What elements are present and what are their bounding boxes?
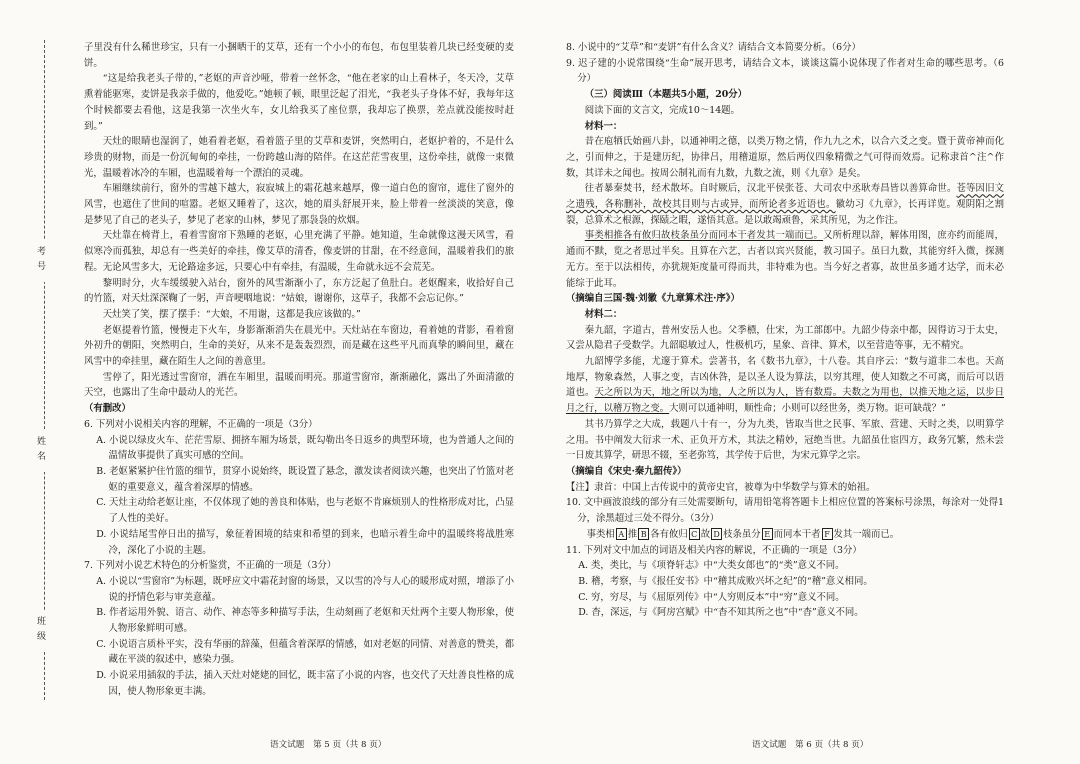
wavy-underlined-text: 苍等因旧文之遗残，各称删补，故校其目则与古或异，而所论者多近语也。: [566, 183, 1004, 211]
sentence-segment: 各有攸归: [650, 528, 688, 540]
answer-box-f[interactable]: F: [822, 528, 833, 540]
story-paragraph: 雪停了，阳光透过雪窗帘，洒在车厢里，温暖而明亮。那道雪窗帘，渐渐融化，露出了外面清澈的天空，也露出了生命中最动人的光芒。: [84, 371, 514, 399]
story-paragraph: 老妪提着竹篮，慢慢走下火车，身影渐渐消失在晨光中。天灶站在车窗边，看着她的背影，看着窗外初升的朝阳，突然明白，生命的美好，从来不是轰轰烈烈，而是藏在这些平凡而真挚的瞬间里，藏在风雪中的牵挂里，藏在陌生人之间的善意里。: [84, 324, 514, 368]
story-paragraph: 天灶靠在椅背上，看着雪窗帘下熟睡的老妪，心里充满了平静。她知道，生命就像这漫天风雪，看似寒冷而孤独，却总有一些美好的牵挂，像艾草的清香，像麦饼的甘甜，在不经意间，温暖着我们的旅程。无论风雪多大，无论路途多远，只要心中有牵挂，有温暖，生命就永远不会荒芜。: [84, 230, 514, 273]
question-7-option-a: A. 小说以“雪窗帘”为标题，既呼应文中霜花封窗的场景，又以雪的冷与人心的暖形成对照，增添了小说的抒情色彩与审美意蕴。: [96, 575, 514, 603]
question-7-option-d: D. 小说采用插叙的手法，插入天灶对姥姥的回忆，既丰富了小说的内容，也交代了天灶善良性格的成因，使人物形象更丰满。: [96, 670, 514, 697]
sentence-segment: 而同本干者: [773, 528, 821, 540]
class-label: 班级: [34, 610, 47, 652]
material-2-paragraph: 其书乃算学之大成，载题八十有一，分为九类，皆取当世之民事、军旅、营建、天时之类，以明算学之用。书中阐发大衍求一术、正负开方术，其法之精妙，冠绝当世。九韶虽仕宦四方，政务冗繁，然未尝一日废其算学，研思不辍，至老弥笃，其学传于后世，为宋元算学之宗。: [566, 418, 1004, 462]
page-5-column: [84, 40, 514, 720]
sentence-segment: 发其一端而已。: [833, 528, 900, 540]
text-run: 徽幼习《九章》，长再详览。观阴阳之割裂，总算术之根源，探赜之暇，遂悟其意。是以敢竭顽鲁，采其所见，为之作注。: [566, 199, 1004, 226]
question-11-option-c: C. 穷，穷尽，与《屈原列传》中“人穷则反本”中“穷”意义不同。: [578, 591, 845, 603]
material-2-paragraph: 秦九韶，字道古，普州安岳人也。父季槱，仕宋，为工部郎中。九韶少侍亲中都，因得访习于太史，又尝从隐君子受数学。九韶聪敏过人，性极机巧，星象、音律、算术，以至营造等事，无不精究。: [566, 324, 1004, 352]
page-5-footer: 语文试题 第 5 页（共 8 页）: [270, 740, 387, 750]
material-2-title: 材料二：: [584, 308, 623, 320]
material-1-paragraph: [566, 181, 1004, 228]
question-11-stem: 11. 下列对文中加点的词语及相关内容的解说，不正确的一项是（3分）: [566, 544, 862, 556]
story-paragraph: 车厢继续前行，窗外的雪越下越大，寂寂城上的霜花越来越厚，像一道白色的窗帘，遮住了窗外的风雪，也遮住了世间的喧嚣。老妪又睡着了，这次，她的眉头舒展开来，脸上带着一丝淡淡的笑意，像是梦见了自己的老头子，梦见了老家的山林，梦见了那袅袅的炊烟。: [84, 183, 514, 226]
question-7-stem: 7. 下列对小说艺术特色的分析鉴赏，不正确的一项是（3分）: [84, 560, 337, 572]
material-1-source: （摘编自三国·魏·刘徽《九章算术注·序》）: [566, 293, 740, 305]
source-note: （有删改）: [84, 403, 131, 415]
page-6-footer: 语文试题 第 6 页（共 8 页）: [752, 740, 869, 750]
student-name-label: 姓名: [34, 430, 47, 472]
story-paragraph: “这是给我老头子带的，”老妪的声音沙哑，带着一丝怀念，“他在老家的山上看林子，冬天冷，艾草熏着能驱寒，麦饼是我亲手做的，他爱吃。”她顿了顿，眼里泛起了泪光，“我老头子身体不好，我每年这个时候都要去看他，这是我第一次坐火车，女儿给我买了座位票，我却忘了换票，差点就没能按时赶到。”: [84, 73, 514, 132]
story-paragraph: 子里没有什么稀世珍宝，只有一小捆晒干的艾草，还有一个小小的布包，布包里装着几块已经变硬的麦饼。: [84, 42, 514, 69]
answer-box-c[interactable]: C: [689, 528, 700, 540]
material-1-paragraph: [566, 228, 1004, 291]
material-1-paragraph: 昔在庖牺氏始画八卦，以通神明之德，以类万物之情，作九九之术，以合六爻之变。暨于黄帝神而化之，引而伸之，于是建历纪，协律吕，用稽道原，然后两仪四象精微之气可得而效焉。记称隶首^注^作数，其详未之闻也。按周公制礼而有九数，九数之流，则《九章》是矣。: [566, 136, 1004, 179]
sentence-segment: 故: [700, 528, 711, 540]
question-6-option-c: C. 天灶主动给老妪让座，不仅体现了她的善良和体贴，也与老妪不肯麻烦别人的性格形成对比，凸显了人性的美好。: [96, 497, 514, 525]
exam-number-label: 考号: [34, 240, 47, 282]
underlined-text: 事类相推各有攸归故枝条虽分而同本干者发其一端而已。: [584, 230, 824, 242]
answer-box-a[interactable]: A: [616, 528, 627, 540]
text-run: 九韶博学多能，尤邃于算术。尝著书，名《数书九章》，十八卷。其自序云：“数与道非二本也。天高地厚，物象森然，人事之变，吉凶休咎，是以圣人设为算法，以穷其理，使人知数之不可离，而后可以语道也。: [566, 356, 1004, 399]
material-1-title: 材料一：: [584, 120, 623, 132]
text-run: 往者暴秦焚书，经术散坏。自时厥后，汉北平侯张苍、大司农中丞耿寿昌皆以善算命世。: [584, 183, 957, 195]
answer-box-e[interactable]: E: [762, 528, 773, 540]
text-run: 又所析理以辞，解体用图，庶亦约而能周，通而不黩，览之者思过半矣。且算在六艺，古者以宾兴贤能，教习国子。虽曰九数，其能穷纤入微，探测无方。至于以法相传，亦犹规矩度量可得而共，非特难为也。当今好之者寡，故世虽多通才达学，而未必能综于此耳。: [566, 230, 1004, 289]
question-10: 10. 文中画波浪线的部分有三处需要断句，请用铅笔将答题卡上相应位置的答案标号涂黑，每涂对一处得1分，涂黑超过三处不得分。（3分）: [566, 497, 1004, 525]
binding-margin: [0, 0, 62, 764]
sentence-segment: 推: [627, 528, 638, 540]
story-paragraph: 黎明时分，火车缓缓驶入站台，窗外的风雪渐渐小了，东方泛起了鱼肚白。老妪醒来，收拾好自己的竹篮，对天灶深深鞠了一躬，声音哽咽地说：“姑娘，谢谢你，这草子，我都不会忘记你。”: [84, 277, 514, 305]
question-7-option-b: B. 作者运用外貌、语言、动作、神态等多种描写手法，生动刻画了老妪和天灶两个主要人物形象，使人物形象鲜明可感。: [96, 607, 514, 635]
annotation-note: 【注】隶首：中国上古传说中的黄帝史官，被尊为中华数学与算术的始祖。: [566, 481, 876, 493]
question-7-option-c: C. 小说语言质朴平实，没有华丽的辞藻，但蕴含着深厚的情感，如对老妪的同情、对善意的赞美，都藏在平淡的叙述中，感染力强。: [96, 638, 514, 666]
question-11-option-d: D. 杳，深远，与《阿房宫赋》中“杳不知其所之也”中“杳”意义不同。: [578, 607, 864, 619]
material-2-source: （摘编自《宋史·秦九韶传》）: [566, 465, 687, 477]
answer-box-d[interactable]: D: [711, 528, 722, 540]
reading-instruction: 阅读下面的文言文，完成10～14题。: [584, 104, 740, 116]
question-11-option-a: A. 类，类比，与《项脊轩志》中“大类女郎也”的“类”意义不同。: [578, 560, 845, 572]
question-11-option-b: B. 稽，考察，与《报任安书》中“稽其成败兴坏之纪”的“稽”意义相同。: [578, 575, 873, 587]
question-6-stem: 6. 下列对小说相关内容的理解，不正确的一项是（3分）: [84, 418, 318, 430]
question-8: 8. 小说中的“艾草”和“麦饼”有什么含义？请结合文本简要分析。（6分）: [566, 42, 861, 53]
underlined-text: 天之所以为天，地之所以为地，人之所以为人，皆有数焉。夫数之为用也，以推天地之运，以步日月之行，以稽万物之变。: [566, 387, 1004, 415]
page-6-column: [566, 40, 1004, 720]
question-10-sentence: [566, 527, 1004, 543]
text-run: 大则可以通神明，顺性命；小则可以经世务，类万物。讵可缺哉？”: [669, 403, 946, 415]
binding-line: [44, 40, 45, 700]
story-paragraph: 天灶的眼睛也湿润了，她看着老妪，看着篮子里的艾草和麦饼，突然明白，老妪护着的，不是什么珍贵的财物，而是一份沉甸甸的牵挂，一份跨越山海的陪伴。在这茫茫雪夜里，这份牵挂，就像一束微光，温暖着冰冷的车厢，也温暖着每一个漂泊的灵魂。: [84, 136, 514, 179]
material-2-paragraph: [566, 354, 1004, 417]
question-6-option-b: B. 老妪紧紧护住竹篮的细节，贯穿小说始终，既设置了悬念，激发读者阅读兴趣，也突出了竹篮对老妪的重要意义，蕴含着深厚的情感。: [96, 465, 514, 493]
question-9: 9. 迟子建的小说常围绕“生命”展开思考，请结合文本，谈谈这篇小说体现了作者对生命的哪些思考。（6分）: [566, 57, 1004, 85]
answer-box-b[interactable]: B: [638, 528, 649, 540]
story-paragraph: 天灶笑了笑，摆了摆手：“大娘，不用谢，这都是我应该做的。”: [102, 308, 361, 320]
sentence-prefix: 事类相: [586, 528, 615, 540]
question-6-option-a: A. 小说以绿皮火车、茫茫雪原、拥挤车厢为场景，既勾勒出冬日返乡的典型环境，也为普通人之间的温情故事提供了真实可感的空间。: [96, 434, 514, 462]
section-heading: （三）阅读Ⅲ（本题共5小题，20分）: [584, 89, 748, 101]
question-6-option-d: D. 小说结尾雪停日出的描写，象征着困境的结束和希望的到来，也暗示着生命中的温暖终将战胜寒冷，深化了小说的主题。: [96, 528, 514, 556]
sentence-segment: 枝条虽分: [723, 528, 761, 540]
